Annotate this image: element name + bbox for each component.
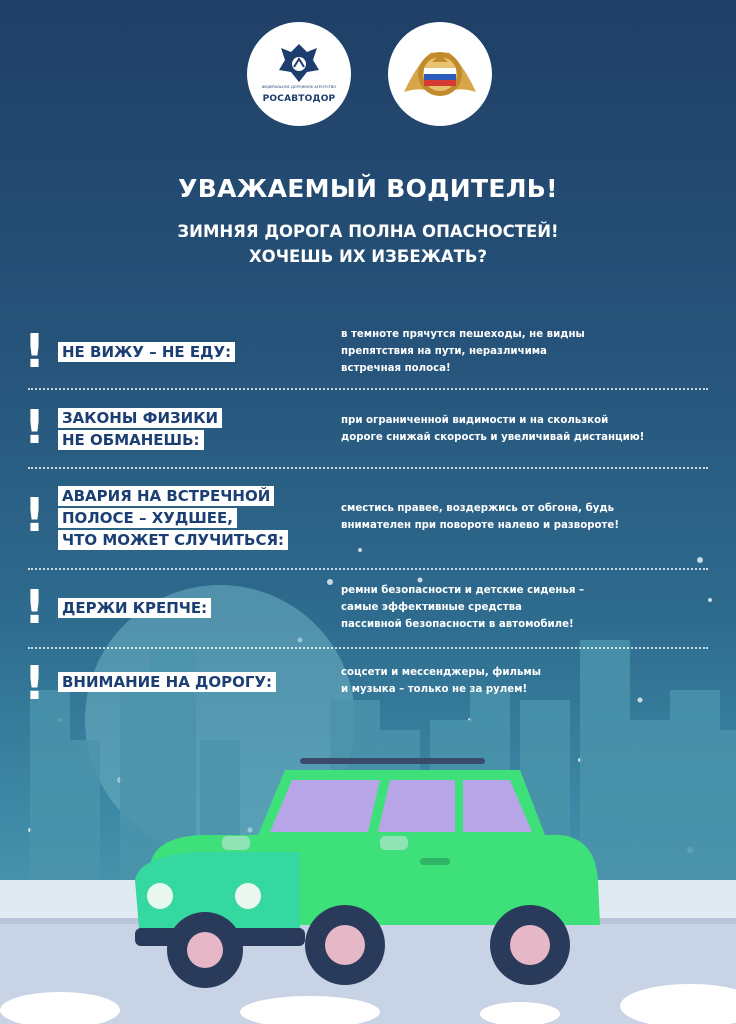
rosavtodor-caption: ФЕДЕРАЛЬНОЕ ДОРОЖНОЕ АГЕНТСТВО (261, 85, 337, 89)
subtitle-line-1: ЗИМНЯЯ ДОРОГА ПОЛНА ОПАСНОСТЕЙ! (177, 222, 559, 241)
tip-label-line: ВНИМАНИЕ НА ДОРОГУ: (58, 672, 276, 692)
exclamation-icon: ! (24, 324, 45, 378)
tip-label (58, 486, 288, 552)
tip-description: ремни безопасности и детские сиденья – самые эффективные средства пассивной безопасности в автомобиле! (341, 585, 585, 630)
dotted-divider (28, 467, 708, 469)
tip-label (58, 672, 276, 694)
tip-label-line: АВАРИЯ НА ВСТРЕЧНОЙ (58, 486, 274, 506)
page-title: УВАЖАЕМЫЙ ВОДИТЕЛЬ! (178, 174, 558, 203)
rosavtodor-name: РОСАВТОДОР (262, 94, 336, 104)
tip-description: соцсети и мессенджеры, фильмы и музыка – только не за рулем! (341, 667, 541, 695)
exclamation-icon: ! (24, 400, 45, 454)
tip-description: при ограниченной видимости и на скользкой дороге снижай скорость и увеличивай дистанцию! (341, 415, 645, 443)
tip-label (58, 342, 235, 364)
tip-description: сместись правее, воздержись от обгона, будь внимателен при повороте налево и развороте! (341, 503, 619, 531)
tip-label (58, 598, 211, 620)
dotted-divider (28, 388, 708, 390)
tip-label-line: ДЕРЖИ КРЕПЧЕ: (58, 598, 211, 618)
tip-label-line: НЕ ВИЖУ – НЕ ЕДУ: (58, 342, 235, 362)
tip-description: в темноте прячутся пешеходы, не видны препятствия на пути, неразличима встречная полоса! (341, 329, 585, 374)
traffic-police-emblem-icon (388, 22, 492, 126)
rosavtodor-logo (247, 22, 351, 126)
tip-label-line: ЧТО МОЖЕТ СЛУЧИТЬСЯ: (58, 530, 288, 550)
tip-label-line: ПОЛОСЕ – ХУДШЕЕ, (58, 508, 237, 528)
exclamation-icon: ! (24, 488, 45, 542)
subtitle-line-2: ХОЧЕШЬ ИХ ИЗБЕЖАТЬ? (248, 247, 488, 266)
dotted-divider (28, 647, 708, 649)
exclamation-icon: ! (24, 656, 45, 710)
dotted-divider (28, 568, 708, 570)
tip-label (58, 408, 222, 452)
exclamation-icon: ! (24, 580, 45, 634)
gibdd-logo (388, 22, 492, 126)
eagle-emblem-icon (247, 22, 351, 126)
tip-label-line: ЗАКОНЫ ФИЗИКИ (58, 408, 222, 428)
tip-label-line: НЕ ОБМАНЕШЬ: (58, 430, 204, 450)
